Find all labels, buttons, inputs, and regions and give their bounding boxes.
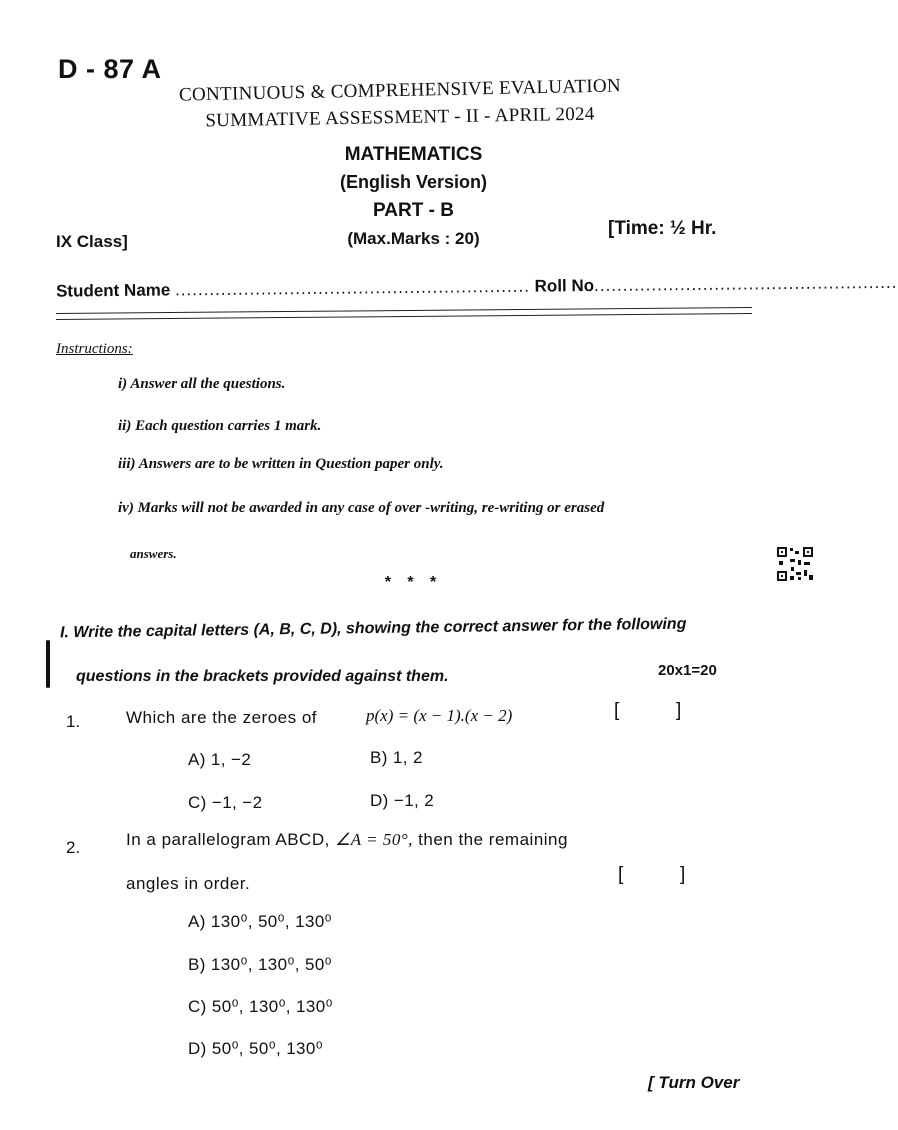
question-expression: ∠A = 50°,: [335, 830, 413, 849]
instructions-title: Instructions:: [56, 341, 133, 357]
subject-title: MATHEMATICS: [344, 144, 483, 165]
question-text: [126, 830, 568, 850]
student-info-line: [55, 272, 898, 301]
max-marks-label: (Max.Marks : 20): [347, 229, 480, 248]
question-text: Which are the zeroes of: [126, 708, 318, 727]
roll-no-field[interactable]: .....................................................: [593, 272, 898, 295]
question-text-before: In a parallelogram ABCD,: [126, 830, 330, 849]
instruction-item: iii) Answers are to be written in Question paper only.: [118, 456, 444, 472]
section-marks: 20x1=20: [658, 662, 717, 679]
paper-code: D - 87 A: [58, 54, 162, 84]
instruction-item: iv) Marks will not be awarded in any case of over -writing, re-writing or erased: [118, 500, 605, 516]
qr-code-icon: [776, 546, 814, 582]
answer-bracket-open: [: [614, 700, 620, 721]
option-b: B) 1, 2: [370, 748, 423, 767]
question-number: 2.: [66, 838, 81, 857]
header-divider-secondary: [56, 313, 752, 320]
answer-bracket-close: ]: [676, 700, 682, 721]
section-instruction: I. Write the capital letters (A, B, C, D), showing the correct answer for the following: [59, 615, 687, 642]
instruction-item: i) Answer all the questions.: [118, 376, 286, 392]
instruction-item: ii) Each question carries 1 mark.: [118, 418, 322, 434]
option-b: B) 130⁰, 130⁰, 50⁰: [188, 955, 332, 974]
separator-stars: * * *: [384, 574, 443, 591]
class-label: IX Class]: [56, 232, 128, 251]
question-text-continued: angles in order.: [126, 874, 251, 893]
option-a: A) 130⁰, 50⁰, 130⁰: [188, 912, 332, 931]
section-instruction-continued: questions in the brackets provided against them.: [76, 668, 449, 685]
option-c: C) −1, −2: [188, 793, 263, 812]
binding-mark: [46, 640, 50, 688]
time-label: [Time: ½ Hr.: [608, 218, 717, 239]
option-d: D) 50⁰, 50⁰, 130⁰: [188, 1039, 323, 1058]
board-title-line1: CONTINUOUS & COMPREHENSIVE EVALUATION: [178, 75, 622, 106]
version-label: (English Version): [339, 172, 488, 192]
answer-bracket-close: ]: [680, 864, 686, 885]
option-c: C) 50⁰, 130⁰, 130⁰: [188, 997, 333, 1016]
option-a: A) 1, −2: [188, 750, 252, 769]
question-expression: p(x) = (x − 1).(x − 2): [366, 706, 513, 725]
question-text-after: then the remaining: [418, 830, 568, 849]
answer-bracket-open: [: [618, 864, 624, 885]
student-name-label: Student Name: [55, 280, 171, 301]
turn-over-note: [ Turn Over: [648, 1073, 740, 1092]
question-number: 1.: [66, 712, 81, 731]
board-title-line2: SUMMATIVE ASSESSMENT - II - APRIL 2024: [205, 103, 595, 132]
instruction-item-continued: answers.: [130, 546, 177, 561]
student-name-field[interactable]: ..............................................................: [174, 276, 530, 300]
option-d: D) −1, 2: [370, 791, 435, 810]
part-label: PART - B: [373, 200, 454, 221]
roll-no-label: Roll No: [534, 275, 595, 296]
